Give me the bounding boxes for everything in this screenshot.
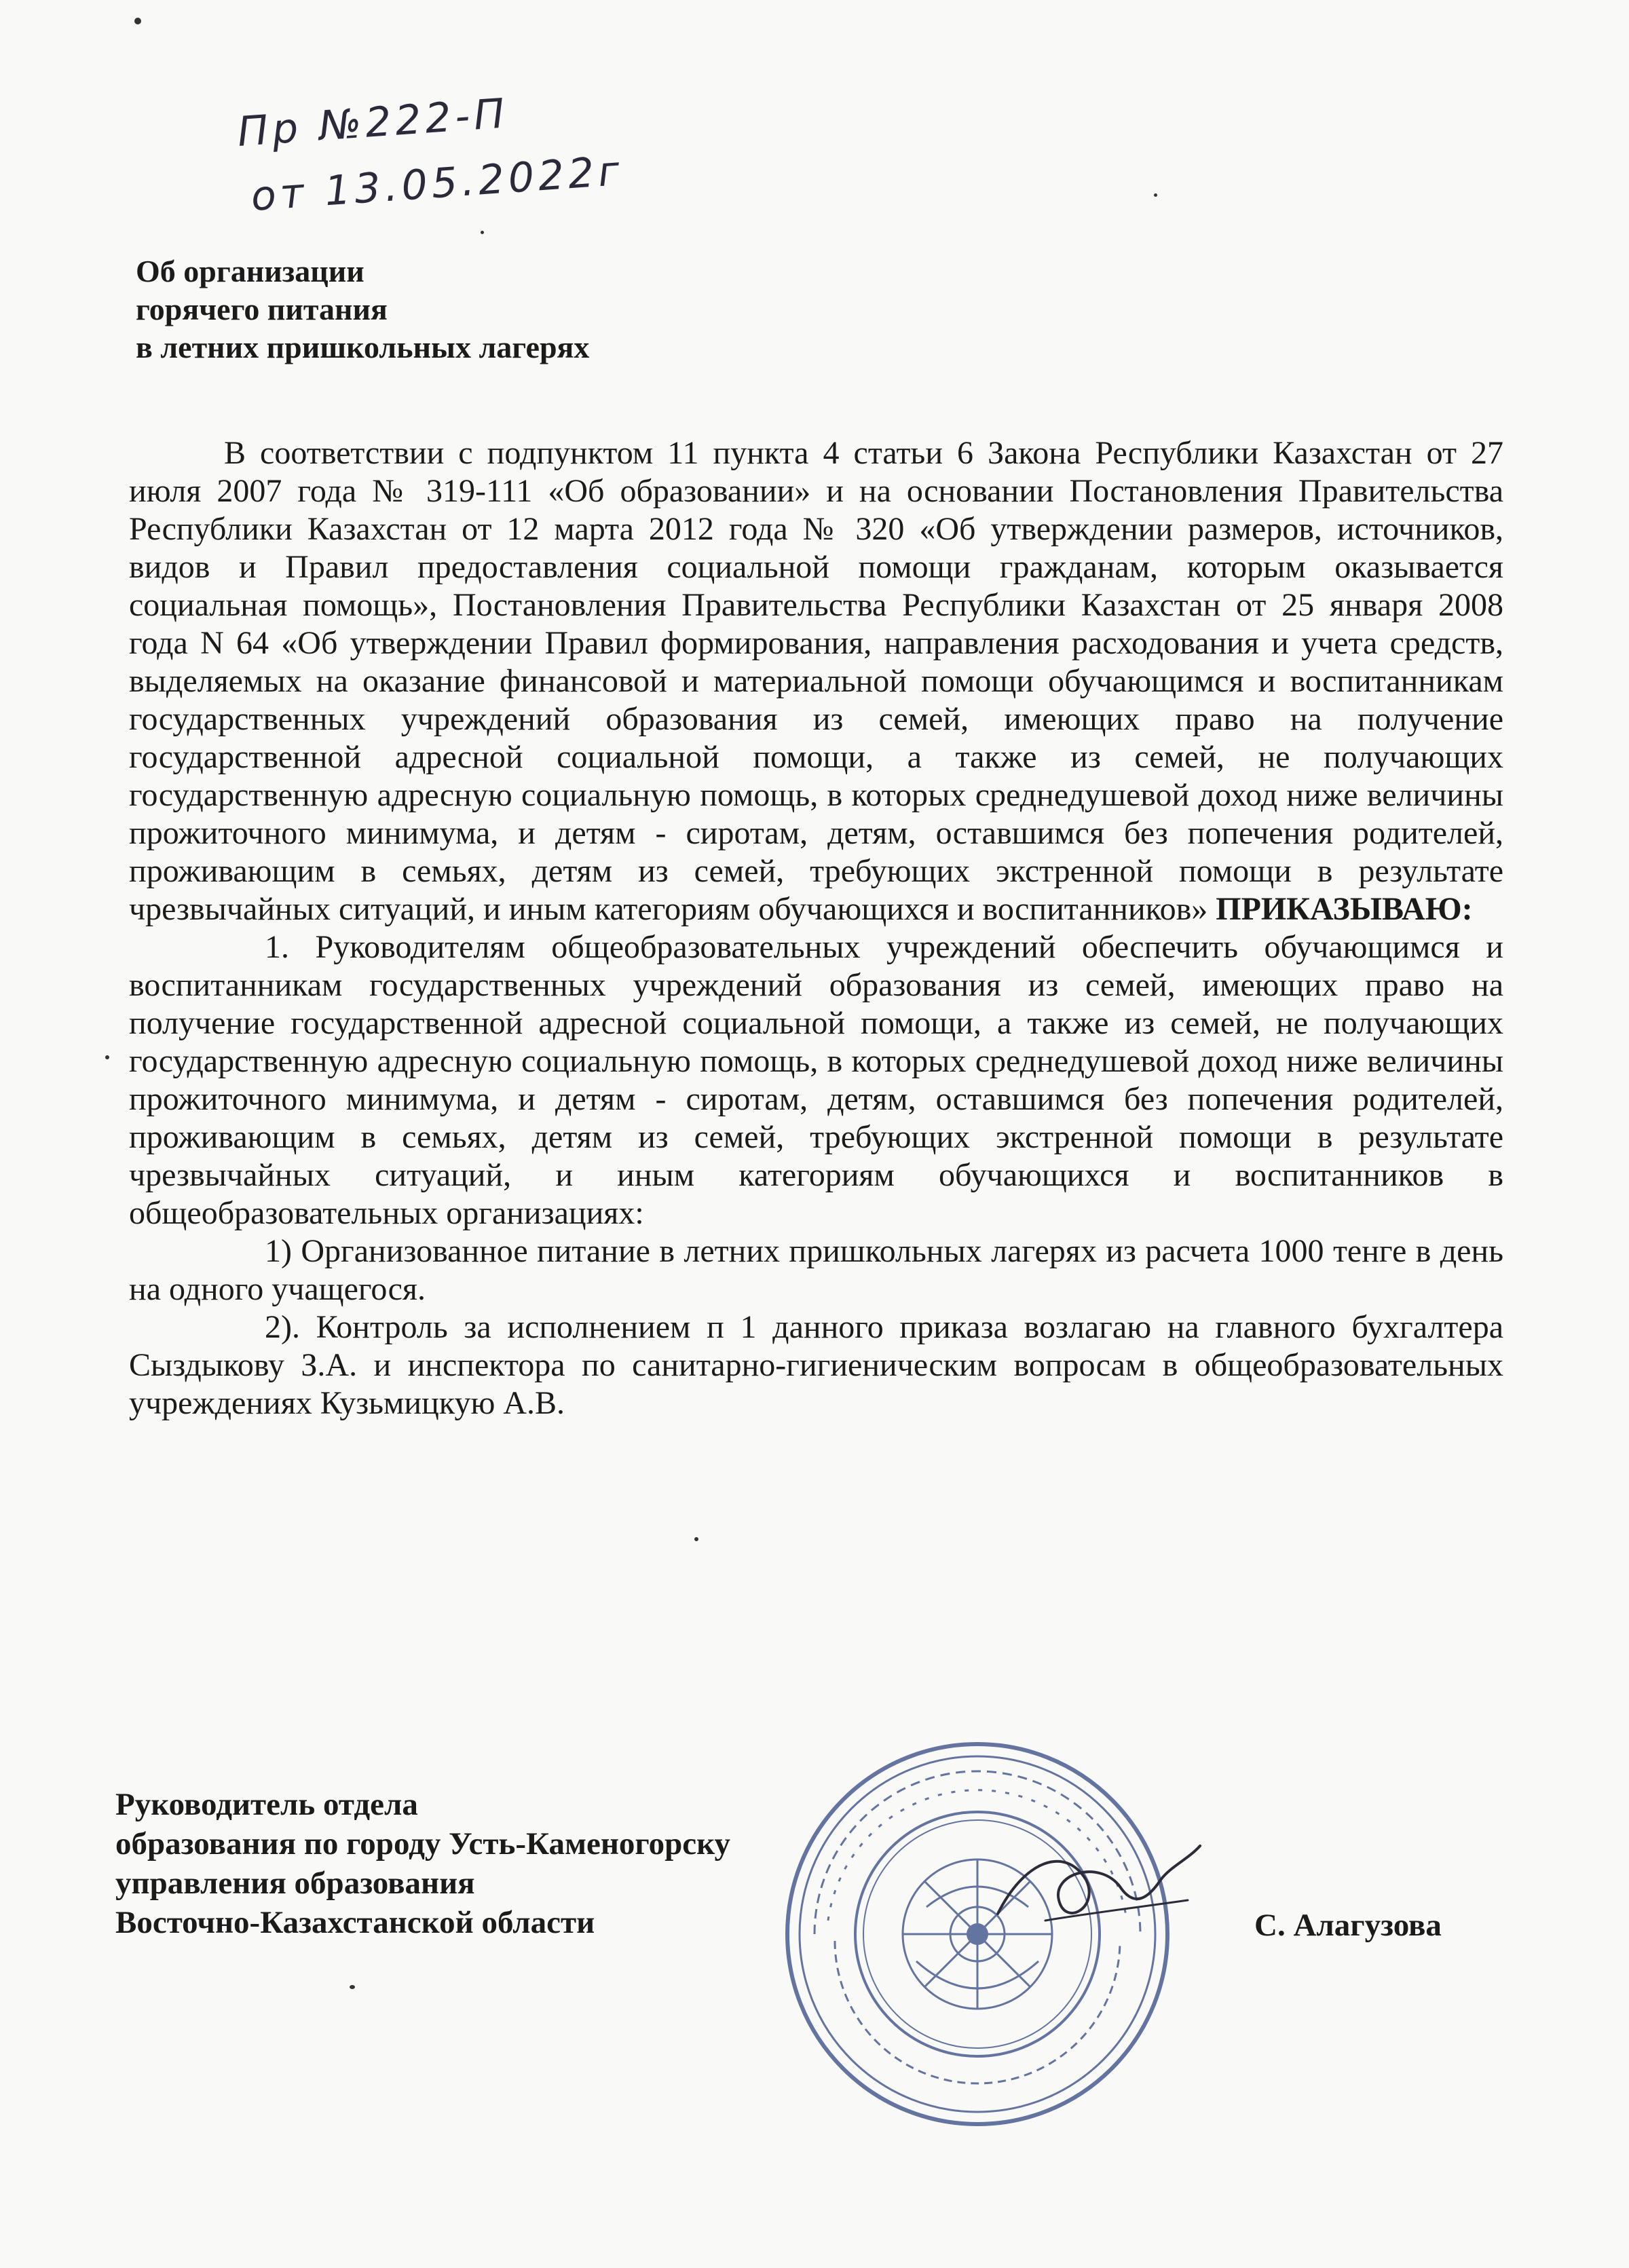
title-line-2: горячего питания <box>136 292 388 326</box>
handwritten-registration <box>224 90 699 238</box>
signer-name: С. Алагузова <box>1254 1908 1442 1943</box>
handwritten-order-number: Пр №222-П <box>236 90 510 156</box>
item-1-paragraph: 1. Руководителям общеобразовательных учреждений обеспечить обучающимся и воспитанникам государственных учреждений образования из семей, имеющих право на получение государственной адресной социальной помощи, а также из семей, не получающих государственную адресную социальную помощь, в которых среднедушевой доход ниже величины прожиточного минимума, и детям - сиротам, детям, оставшимся без попечения родителей, проживающим в семьях, детям из семей, требующих экстренной помощи в результате чрезвычайных ситуаций, и иным категориям обучающихся и воспитанников в общеобразовательных организациях: <box>129 929 1503 1231</box>
order-word: ПРИКАЗЫВАЮ: <box>1216 891 1473 927</box>
item-1-1-paragraph: 1) Организованное питание в летних пришкольных лагерях из расчета 1000 тенге в день на одного учащегося. <box>129 1233 1503 1307</box>
item-2-paragraph: 2). Контроль за исполнением п 1 данного приказа возлагаю на главного бухгалтера Сыздыкову З.А. и инспектора по санитарно-гигиеническим вопросам в общеобразовательных учреждениях Кузьмицкую А.В. <box>129 1309 1503 1421</box>
preamble-text: В соответствии с подпунктом 11 пункта 4 статьи 6 Закона Республики Казахстан от 27 июля 2007 года № 319-111 «Об образовании» и на основании Постановления Правительства Республики Казахстан от 12 марта 2012 года № 320 «Об утверждении размеров, источников, видов и Правил предоставления социальной помощи гражданам, которым оказывается социальная помощь», Постановления Правительства Республики Казахстан от 25 января 2008 года N 64 «Об утверждении Правил формирования, направления расходования и учета средств, выделяемых на оказание финансовой и материальной помощи обучающимся и воспитанникам государственных учреждений образования из семей, имеющих право на получение государственной адресной социальной помощи, а также из семей, не получающих государственную адресную социальную помощь, в которых среднедушевой доход ниже величины прожиточного минимума, и детям - сиротам, детям, оставшимся без попечения родителей, проживающим в семьях, детям из семей, требующих экстренной помощи в результате чрезвычайных ситуаций, и иным категориям обучающихся и воспитанников» <box>129 435 1503 927</box>
position-line-1: Руководитель отдела <box>115 1787 418 1822</box>
scan-speck <box>134 18 141 24</box>
document-title <box>136 252 747 366</box>
title-line-1: Об организации <box>136 254 364 288</box>
scan-speck <box>350 1985 355 1989</box>
position-line-4: Восточно-Казахстанской области <box>115 1905 595 1940</box>
scan-speck <box>694 1537 698 1541</box>
scan-speck <box>1154 193 1157 197</box>
title-line-3: в летних пришкольных лагерях <box>136 330 590 364</box>
scan-speck <box>481 231 484 234</box>
handwritten-order-date: от 13.05.2022г <box>249 147 625 221</box>
signature-position <box>115 1785 862 1942</box>
preamble-paragraph <box>129 434 1503 928</box>
document-body <box>129 434 1503 1422</box>
scan-speck <box>105 1055 109 1059</box>
handwritten-signature <box>984 1819 1208 1954</box>
position-line-2: образования по городу Усть-Каменогорску <box>115 1826 730 1861</box>
position-line-3: управления образования <box>115 1866 475 1901</box>
